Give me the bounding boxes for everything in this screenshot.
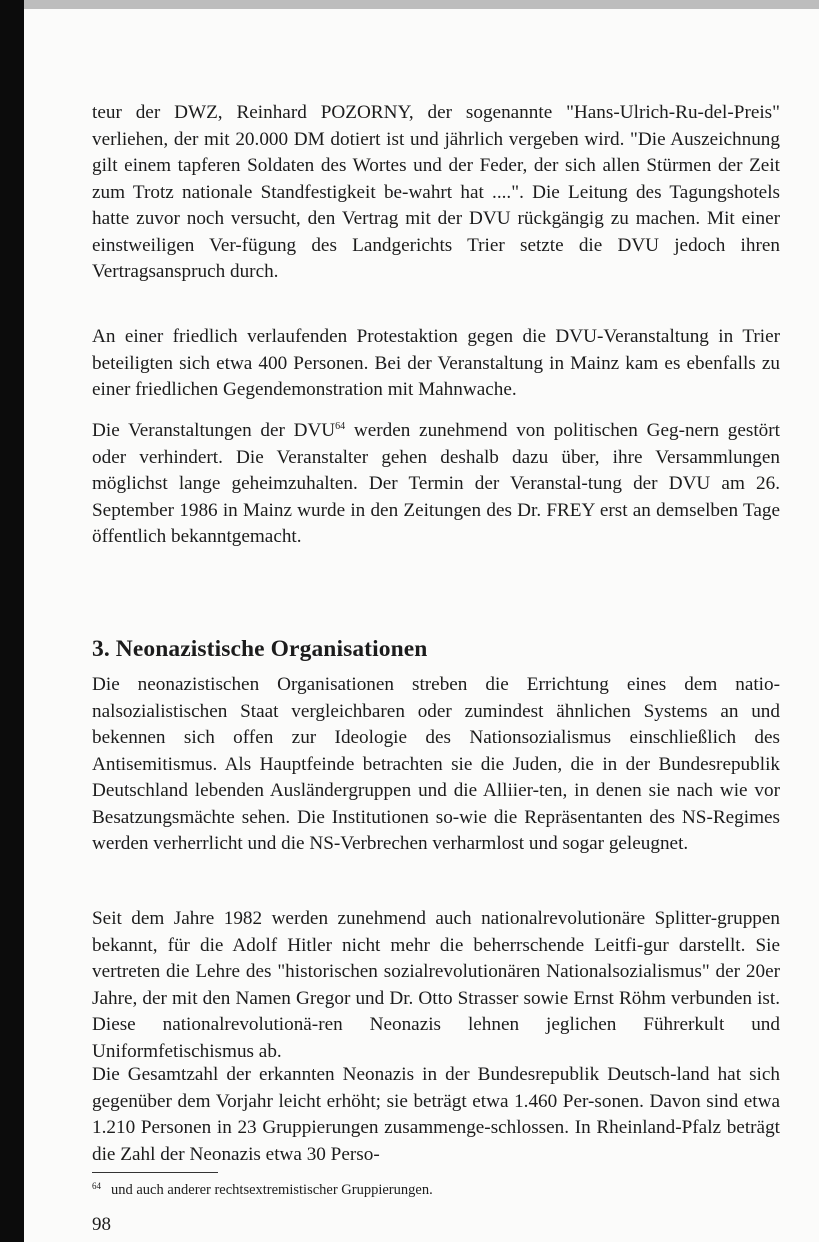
- paragraph-text: Die Veranstaltungen der DVU: [92, 420, 336, 441]
- section-heading: 3. Neonazistische Organisationen: [92, 636, 428, 662]
- paragraph-text: werden zunehmend von politischen Geg-nern gestört oder verhindert. Die Veranstalter gehen deshalb dazu über, ihre Versammlungen möglichst lange geheimzuhalten. Der Termin der Veranstal-tung der DVU am 26. September 1986 in Mainz wurde in den Zeitungen des Dr. FREY erst an demselben Tage öffentlich bekanntgemacht.: [92, 420, 780, 547]
- footnote: [92, 1181, 433, 1199]
- paragraph-neonazi-count: Die Gesamtzahl der erkannten Neonazis in der Bundesrepublik Deutsch-land hat sich gegenüber dem Vorjahr leicht erhöht; sie beträgt etwa 1.460 Per-sonen. Davon sind etwa 1.210 Personen in 23 Gruppierungen zusammenge-schlossen. In Rheinland-Pfalz beträgt die Zahl der Neonazis etwa 30 Perso-: [92, 1064, 780, 1165]
- paragraph-dvu-award: teur der DWZ, Reinhard POZORNY, der sogenannte "Hans-Ulrich-Ru-del-Preis" verliehen, der mit 20.000 DM dotiert ist und jährlich vergeben wird. "Die Auszeichnung gilt einem tapferen Soldaten des Wortes und der Feder, der sich allen Stürmen der Zeit zum Trotz nationale Standfestigkeit be-wahrt hat ....". Die Leitung des Tagungshotels hatte zuvor noch versucht, den Vertrag mit der DVU rückgängig zu machen. Mit einer einstweiligen Ver-fügung des Landgerichts Trier setzte die DVU jedoch ihren Vertragsanspruch durch.: [92, 102, 780, 282]
- paragraph-neonazi-goals: Die neonazistischen Organisationen streben die Errichtung eines dem natio-nalsozialistischen Staat vergleichbaren oder zumindest ähnlichen Systems an und bekennen sich offen zur Ideologie des Nationsozialismus einschließlich des Antisemitismus. Als Hauptfeinde betrachten sie die Juden, die in der Bundesrepublik Deutschland lebenden Ausländergruppen und die Alliier-ten, in denen sie nach wie vor Besatzungsmächte sehen. Die Institutionen so-wie die Repräsentanten des NS-Regimes werden verherrlicht und die NS-Verbrechen verharmlost und sogar geleugnet.: [92, 674, 780, 854]
- footnote-text: und auch anderer rechtsextremistischer Gruppierungen.: [111, 1182, 433, 1198]
- footnote-reference[interactable]: 64: [335, 421, 346, 432]
- book-spine-shadow: [0, 0, 24, 1242]
- footnote-marker: 64: [92, 1181, 101, 1191]
- paragraph-dvu-events: [92, 418, 780, 551]
- scan-top-edge: [0, 0, 819, 9]
- footnote-divider: [92, 1172, 218, 1173]
- paragraph-splinter-groups: Seit dem Jahre 1982 werden zunehmend auch nationalrevolutionäre Splitter-gruppen bekannt, für die Adolf Hitler nicht mehr die beherrschende Leitfi-gur darstellt. Sie vertreten die Lehre des "historischen sozialrevolutionären Nationalsozialismus" der 20er Jahre, der mit den Namen Gregor und Dr. Otto Strasser sowie Ernst Röhm verbunden ist. Diese nationalrevolutionä-ren Neonazis lehnen jeglichen Führerkult und Uniformfetischismus ab.: [92, 908, 780, 1062]
- page-number: 98: [92, 1214, 111, 1235]
- paragraph-protest: An einer friedlich verlaufenden Protestaktion gegen die DVU-Veranstaltung in Trier beteiligten sich etwa 400 Personen. Bei der Veranstaltung in Mainz kam es ebenfalls zu einer friedlichen Gegendemonstration mit Mahnwache.: [92, 326, 780, 400]
